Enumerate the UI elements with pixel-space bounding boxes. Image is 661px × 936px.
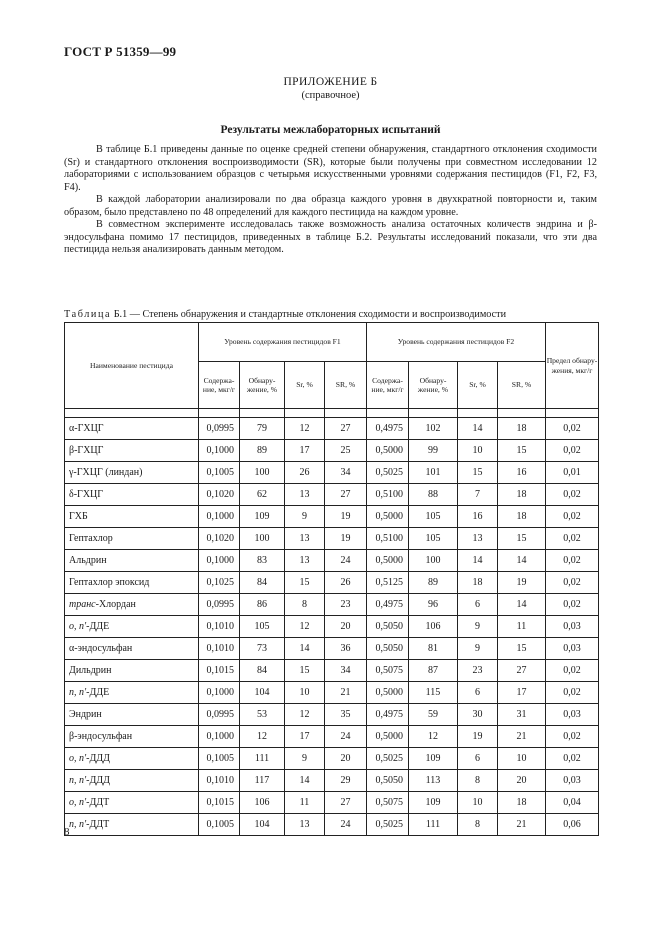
cell-content-f2: 0,5050 <box>367 616 409 638</box>
header-sr-f1: Sr, % <box>285 362 325 409</box>
cell-recovery-f1: 12 <box>240 726 285 748</box>
document-header: ГОСТ Р 51359—99 <box>64 44 177 59</box>
cell-detection-limit: 0,03 <box>546 704 599 726</box>
cell-sR-f2: 15 <box>498 528 546 550</box>
cell-recovery-f2: 115 <box>409 682 458 704</box>
name-italic-prefix: о, п' <box>69 621 87 632</box>
table-row <box>65 418 599 440</box>
cell-content-f2: 0,5000 <box>367 726 409 748</box>
cell-recovery-f1: 84 <box>240 572 285 594</box>
cell-recovery-f2: 101 <box>409 462 458 484</box>
cell-detection-limit: 0,02 <box>546 748 599 770</box>
cell-content-f2: 0,5025 <box>367 748 409 770</box>
cell-sR-f1: 36 <box>325 638 367 660</box>
cell-recovery-f2: 109 <box>409 792 458 814</box>
cell-sR-f2: 17 <box>498 682 546 704</box>
cell-sr-f1: 13 <box>285 528 325 550</box>
cell-recovery-f1: 117 <box>240 770 285 792</box>
cell-pesticide-name: Альдрин <box>65 550 199 572</box>
cell-sr-f1: 8 <box>285 594 325 616</box>
table-row <box>65 792 599 814</box>
cell-pesticide-name: γ-ГХЦГ (линдан) <box>65 462 199 484</box>
cell-detection-limit: 0,03 <box>546 638 599 660</box>
cell-sr-f2: 14 <box>458 418 498 440</box>
cell-recovery-f2: 102 <box>409 418 458 440</box>
cell-sR-f1: 34 <box>325 660 367 682</box>
cell-content-f2: 0,5125 <box>367 572 409 594</box>
cell-content-f1: 0,1005 <box>199 462 240 484</box>
cell-sr-f2: 10 <box>458 440 498 462</box>
cell-sr-f1: 17 <box>285 440 325 462</box>
cell-sR-f2: 21 <box>498 814 546 836</box>
cell-sR-f1: 29 <box>325 770 367 792</box>
cell-recovery-f1: 100 <box>240 528 285 550</box>
cell-sR-f1: 19 <box>325 506 367 528</box>
cell-detection-limit: 0,02 <box>546 594 599 616</box>
table-row <box>65 528 599 550</box>
cell-content-f1: 0,1000 <box>199 506 240 528</box>
cell-sr-f2: 9 <box>458 616 498 638</box>
header-level-f1: Уровень содержания пестицидов F1 <box>199 323 367 362</box>
cell-sr-f2: 13 <box>458 528 498 550</box>
cell-content-f1: 0,1000 <box>199 726 240 748</box>
cell-sR-f2: 20 <box>498 770 546 792</box>
cell-content-f1: 0,0995 <box>199 594 240 616</box>
cell-pesticide-name: α-ГХЦГ <box>65 418 199 440</box>
cell-recovery-f1: 89 <box>240 440 285 462</box>
paragraph-2: В каждой лаборатории анализировали по два образца каждого уровня в двухкратной повторности и, таким образом, было представлено по 48 определений для каждого пестицида на каждом уровне. <box>64 194 597 218</box>
cell-content-f2: 0,5025 <box>367 462 409 484</box>
cell-content-f1: 0,1020 <box>199 484 240 506</box>
header-name: Наименование пестицида <box>65 323 199 409</box>
cell-sR-f1: 27 <box>325 792 367 814</box>
table-row <box>65 638 599 660</box>
cell-sr-f2: 7 <box>458 484 498 506</box>
results-table <box>64 322 599 836</box>
table-row <box>65 682 599 704</box>
cell-content-f2: 0,5000 <box>367 550 409 572</box>
cell-sR-f2: 18 <box>498 792 546 814</box>
cell-sR-f1: 25 <box>325 440 367 462</box>
cell-sr-f2: 10 <box>458 792 498 814</box>
cell-recovery-f1: 106 <box>240 792 285 814</box>
cell-sR-f1: 26 <box>325 572 367 594</box>
cell-content-f2: 0,5100 <box>367 528 409 550</box>
cell-sr-f1: 15 <box>285 572 325 594</box>
cell-detection-limit: 0,02 <box>546 484 599 506</box>
cell-detection-limit: 0,06 <box>546 814 599 836</box>
cell-recovery-f1: 62 <box>240 484 285 506</box>
cell-sR-f1: 24 <box>325 726 367 748</box>
cell-sR-f1: 24 <box>325 550 367 572</box>
cell-sR-f2: 15 <box>498 638 546 660</box>
table-body <box>65 418 599 836</box>
cell-recovery-f2: 106 <box>409 616 458 638</box>
cell-recovery-f2: 59 <box>409 704 458 726</box>
cell-sR-f2: 11 <box>498 616 546 638</box>
header-sR-f1: SR, % <box>325 362 367 409</box>
cell-detection-limit: 0,02 <box>546 550 599 572</box>
cell-pesticide-name: δ-ГХЦГ <box>65 484 199 506</box>
cell-recovery-f1: 111 <box>240 748 285 770</box>
cell-recovery-f1: 100 <box>240 462 285 484</box>
cell-recovery-f2: 88 <box>409 484 458 506</box>
cell-sr-f1: 14 <box>285 770 325 792</box>
header-sR-f2: SR, % <box>498 362 546 409</box>
cell-sr-f1: 11 <box>285 792 325 814</box>
header-detection-limit: Предел обнару-жения, мкг/г <box>546 323 599 409</box>
cell-sr-f1: 12 <box>285 418 325 440</box>
table-row <box>65 726 599 748</box>
cell-sr-f2: 6 <box>458 594 498 616</box>
cell-sr-f2: 16 <box>458 506 498 528</box>
cell-sr-f1: 14 <box>285 638 325 660</box>
cell-sR-f1: 34 <box>325 462 367 484</box>
cell-sR-f1: 27 <box>325 418 367 440</box>
cell-sR-f2: 19 <box>498 572 546 594</box>
cell-sr-f2: 23 <box>458 660 498 682</box>
name-italic-prefix: п, п' <box>69 775 87 786</box>
cell-sR-f1: 35 <box>325 704 367 726</box>
table-caption-prefix: Таблица <box>64 309 112 320</box>
cell-content-f2: 0,5025 <box>367 814 409 836</box>
cell-recovery-f2: 96 <box>409 594 458 616</box>
table-caption <box>64 309 506 320</box>
cell-content-f2: 0,5075 <box>367 792 409 814</box>
cell-sR-f1: 20 <box>325 616 367 638</box>
cell-sR-f2: 18 <box>498 484 546 506</box>
cell-detection-limit: 0,02 <box>546 440 599 462</box>
appendix-title: ПРИЛОЖЕНИЕ Б <box>283 76 378 88</box>
header-content-f2: Содержа-ние, мкг/г <box>367 362 409 409</box>
cell-sr-f1: 12 <box>285 704 325 726</box>
cell-content-f1: 0,1010 <box>199 770 240 792</box>
table-row <box>65 748 599 770</box>
cell-pesticide-name: Эндрин <box>65 704 199 726</box>
cell-sr-f1: 26 <box>285 462 325 484</box>
cell-recovery-f2: 105 <box>409 528 458 550</box>
cell-sR-f2: 16 <box>498 462 546 484</box>
cell-content-f1: 0,1000 <box>199 440 240 462</box>
cell-content-f2: 0,5000 <box>367 506 409 528</box>
header-gap-row <box>65 409 599 418</box>
cell-sr-f1: 10 <box>285 682 325 704</box>
cell-detection-limit: 0,02 <box>546 506 599 528</box>
cell-pesticide-name: п, п'-ДДЕ <box>65 682 199 704</box>
cell-recovery-f2: 12 <box>409 726 458 748</box>
cell-sR-f2: 27 <box>498 660 546 682</box>
cell-content-f1: 0,1005 <box>199 814 240 836</box>
cell-sR-f2: 14 <box>498 594 546 616</box>
cell-recovery-f1: 105 <box>240 616 285 638</box>
cell-detection-limit: 0,02 <box>546 528 599 550</box>
cell-recovery-f1: 86 <box>240 594 285 616</box>
cell-sR-f1: 21 <box>325 682 367 704</box>
table-row <box>65 572 599 594</box>
cell-content-f2: 0,5100 <box>367 484 409 506</box>
section-title: Результаты межлабораторных испытаний <box>220 124 441 136</box>
cell-sr-f1: 17 <box>285 726 325 748</box>
cell-pesticide-name: п, п'-ДДТ <box>65 814 199 836</box>
cell-detection-limit: 0,02 <box>546 572 599 594</box>
cell-sR-f2: 18 <box>498 506 546 528</box>
cell-detection-limit: 0,02 <box>546 726 599 748</box>
cell-recovery-f1: 53 <box>240 704 285 726</box>
cell-sr-f2: 18 <box>458 572 498 594</box>
cell-pesticide-name: Гептахлор эпоксид <box>65 572 199 594</box>
cell-sr-f2: 8 <box>458 770 498 792</box>
cell-sr-f1: 15 <box>285 660 325 682</box>
cell-sR-f2: 31 <box>498 704 546 726</box>
cell-recovery-f1: 84 <box>240 660 285 682</box>
cell-content-f2: 0,4975 <box>367 418 409 440</box>
cell-sR-f2: 14 <box>498 550 546 572</box>
paragraph-1: В таблице Б.1 приведены данные по оценке средней степени обнаружения, стандартного отклонения сходимости (Sr) и стандартного отклонения воспроизводимости (SR), которые были получены при совместном исследовании 12 лабораториями с использованием образцов с четырьмя искусственными уровнями содержания пестицидов (F1, F2, F3, F4). <box>64 144 597 193</box>
cell-content-f1: 0,1020 <box>199 528 240 550</box>
cell-recovery-f1: 79 <box>240 418 285 440</box>
cell-pesticide-name: транс-Хлордан <box>65 594 199 616</box>
cell-sr-f2: 19 <box>458 726 498 748</box>
cell-pesticide-name: о, п'-ДДТ <box>65 792 199 814</box>
cell-recovery-f2: 87 <box>409 660 458 682</box>
cell-detection-limit: 0,02 <box>546 660 599 682</box>
cell-content-f1: 0,1010 <box>199 616 240 638</box>
cell-content-f1: 0,1015 <box>199 660 240 682</box>
cell-content-f1: 0,1000 <box>199 682 240 704</box>
table-row <box>65 462 599 484</box>
cell-content-f1: 0,1015 <box>199 792 240 814</box>
cell-recovery-f2: 99 <box>409 440 458 462</box>
cell-recovery-f1: 104 <box>240 682 285 704</box>
cell-recovery-f2: 113 <box>409 770 458 792</box>
cell-sr-f1: 13 <box>285 814 325 836</box>
name-italic-prefix: о, п' <box>69 753 87 764</box>
cell-content-f1: 0,1025 <box>199 572 240 594</box>
cell-sr-f1: 9 <box>285 748 325 770</box>
cell-recovery-f2: 105 <box>409 506 458 528</box>
cell-pesticide-name: ГХБ <box>65 506 199 528</box>
name-italic-prefix: п, п' <box>69 687 87 698</box>
cell-pesticide-name: β-эндосульфан <box>65 726 199 748</box>
cell-content-f1: 0,1005 <box>199 748 240 770</box>
cell-pesticide-name: п, п'-ДДД <box>65 770 199 792</box>
cell-pesticide-name: о, п'-ДДЕ <box>65 616 199 638</box>
cell-sr-f2: 14 <box>458 550 498 572</box>
table-caption-text: Б.1 — Степень обнаружения и стандартные отклонения сходимости и воспроизводимости <box>111 309 507 320</box>
table-row <box>65 484 599 506</box>
cell-content-f2: 0,5000 <box>367 682 409 704</box>
table-row <box>65 440 599 462</box>
table-row <box>65 660 599 682</box>
cell-content-f1: 0,0995 <box>199 704 240 726</box>
table-row <box>65 594 599 616</box>
header-level-f2: Уровень содержания пестицидов F2 <box>367 323 546 362</box>
cell-recovery-f1: 73 <box>240 638 285 660</box>
cell-pesticide-name: β-ГХЦГ <box>65 440 199 462</box>
cell-detection-limit: 0,02 <box>546 418 599 440</box>
cell-detection-limit: 0,01 <box>546 462 599 484</box>
name-italic-prefix: о, п' <box>69 797 87 808</box>
header-sr-f2: Sr, % <box>458 362 498 409</box>
table-row <box>65 550 599 572</box>
cell-detection-limit: 0,03 <box>546 770 599 792</box>
cell-sR-f2: 10 <box>498 748 546 770</box>
table-row <box>65 616 599 638</box>
cell-recovery-f1: 104 <box>240 814 285 836</box>
appendix-note: (справочное) <box>301 90 360 101</box>
cell-sR-f2: 18 <box>498 418 546 440</box>
cell-detection-limit: 0,03 <box>546 616 599 638</box>
cell-sr-f1: 13 <box>285 484 325 506</box>
cell-sR-f1: 23 <box>325 594 367 616</box>
cell-sr-f2: 6 <box>458 682 498 704</box>
cell-sR-f1: 19 <box>325 528 367 550</box>
cell-content-f2: 0,5050 <box>367 638 409 660</box>
cell-detection-limit: 0,04 <box>546 792 599 814</box>
cell-sR-f1: 27 <box>325 484 367 506</box>
cell-content-f2: 0,4975 <box>367 594 409 616</box>
cell-recovery-f2: 109 <box>409 748 458 770</box>
cell-sR-f1: 20 <box>325 748 367 770</box>
cell-recovery-f2: 81 <box>409 638 458 660</box>
cell-sr-f2: 6 <box>458 748 498 770</box>
cell-sR-f1: 24 <box>325 814 367 836</box>
cell-content-f1: 0,1010 <box>199 638 240 660</box>
cell-sr-f2: 9 <box>458 638 498 660</box>
cell-pesticide-name: о, п'-ДДД <box>65 748 199 770</box>
cell-sr-f1: 13 <box>285 550 325 572</box>
cell-content-f1: 0,1000 <box>199 550 240 572</box>
cell-content-f2: 0,5000 <box>367 440 409 462</box>
cell-content-f2: 0,5075 <box>367 660 409 682</box>
cell-recovery-f2: 100 <box>409 550 458 572</box>
body-text <box>64 144 597 257</box>
cell-pesticide-name: Дильдрин <box>65 660 199 682</box>
cell-pesticide-name: α-эндосульфан <box>65 638 199 660</box>
cell-recovery-f2: 89 <box>409 572 458 594</box>
header-recovery-f1: Обнару-жение, % <box>240 362 285 409</box>
header-recovery-f2: Обнару-жение, % <box>409 362 458 409</box>
cell-sr-f2: 8 <box>458 814 498 836</box>
cell-pesticide-name: Гептахлор <box>65 528 199 550</box>
paragraph-3: В совместном эксперименте исследовалась также возможность анализа остаточных количеств эндрина и β-эндосульфана помимо 17 пестицидов, приведенных в таблице Б.2. Результаты исследований показали, что эти два пестицида нельзя анализировать данным методом. <box>64 219 597 255</box>
name-italic-prefix: транс <box>69 599 96 610</box>
cell-content-f1: 0,0995 <box>199 418 240 440</box>
cell-detection-limit: 0,02 <box>546 682 599 704</box>
cell-content-f2: 0,4975 <box>367 704 409 726</box>
cell-sR-f2: 21 <box>498 726 546 748</box>
cell-sr-f2: 15 <box>458 462 498 484</box>
cell-sr-f2: 30 <box>458 704 498 726</box>
table-row <box>65 814 599 836</box>
page-number: 8 <box>64 826 70 838</box>
cell-recovery-f1: 109 <box>240 506 285 528</box>
cell-sr-f1: 9 <box>285 506 325 528</box>
table-row <box>65 506 599 528</box>
cell-sR-f2: 15 <box>498 440 546 462</box>
table-row <box>65 704 599 726</box>
cell-content-f2: 0,5050 <box>367 770 409 792</box>
cell-recovery-f2: 111 <box>409 814 458 836</box>
cell-sr-f1: 12 <box>285 616 325 638</box>
header-content-f1: Содержа-ние, мкг/г <box>199 362 240 409</box>
name-italic-prefix: п, п' <box>69 819 87 830</box>
table-row <box>65 770 599 792</box>
cell-recovery-f1: 83 <box>240 550 285 572</box>
